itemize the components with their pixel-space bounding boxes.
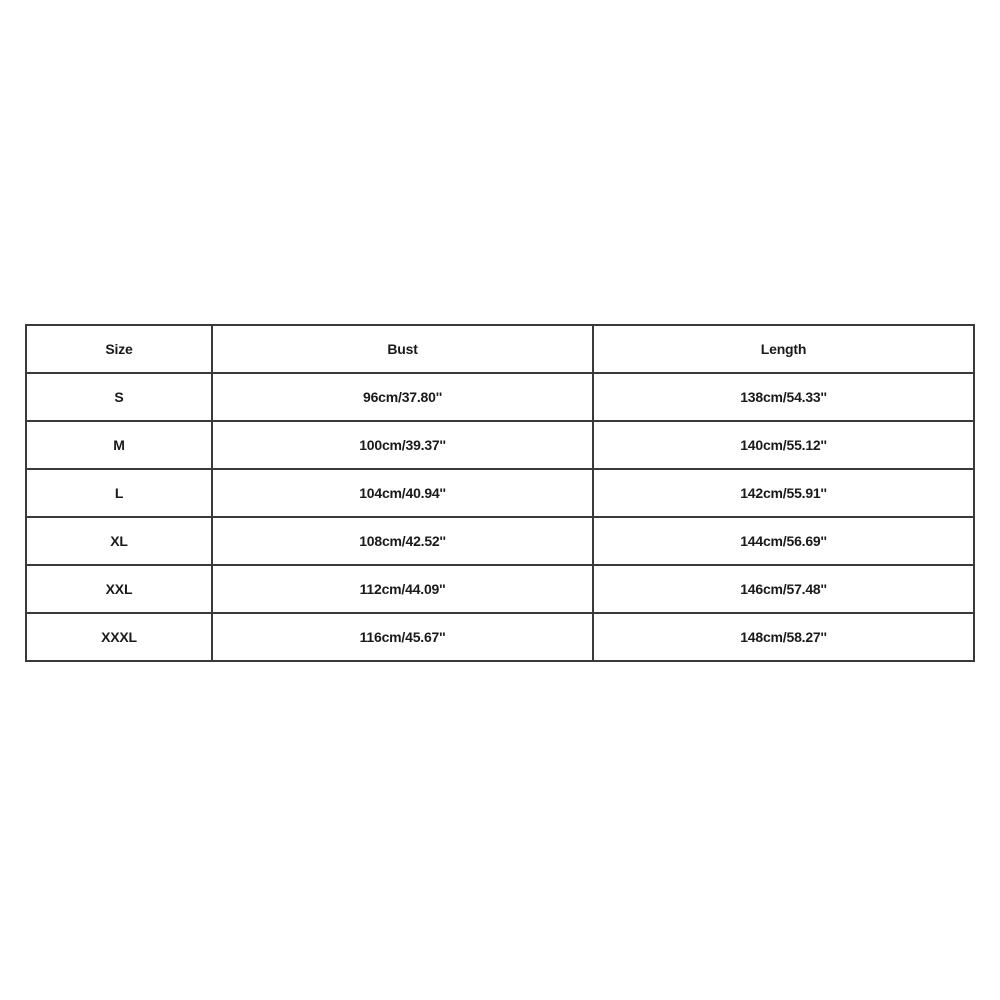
table-row [26, 565, 974, 613]
table-row [26, 469, 974, 517]
cell-length: 140cm/55.12'' [593, 421, 974, 469]
cell-bust: 112cm/44.09'' [212, 565, 593, 613]
cell-length: 144cm/56.69'' [593, 517, 974, 565]
cell-bust: 104cm/40.94'' [212, 469, 593, 517]
header-length: Length [593, 325, 974, 373]
cell-size: XL [26, 517, 212, 565]
cell-bust: 100cm/39.37'' [212, 421, 593, 469]
cell-bust: 96cm/37.80'' [212, 373, 593, 421]
header-bust: Bust [212, 325, 593, 373]
header-size: Size [26, 325, 212, 373]
cell-bust: 108cm/42.52'' [212, 517, 593, 565]
table-row [26, 373, 974, 421]
table-header-row [26, 325, 974, 373]
cell-length: 142cm/55.91'' [593, 469, 974, 517]
cell-size: S [26, 373, 212, 421]
cell-length: 138cm/54.33'' [593, 373, 974, 421]
table-row [26, 613, 974, 661]
cell-length: 146cm/57.48'' [593, 565, 974, 613]
cell-size: XXXL [26, 613, 212, 661]
cell-size: L [26, 469, 212, 517]
size-chart-table [25, 324, 975, 662]
table-row [26, 421, 974, 469]
cell-size: M [26, 421, 212, 469]
cell-bust: 116cm/45.67'' [212, 613, 593, 661]
cell-length: 148cm/58.27'' [593, 613, 974, 661]
cell-size: XXL [26, 565, 212, 613]
table-row [26, 517, 974, 565]
